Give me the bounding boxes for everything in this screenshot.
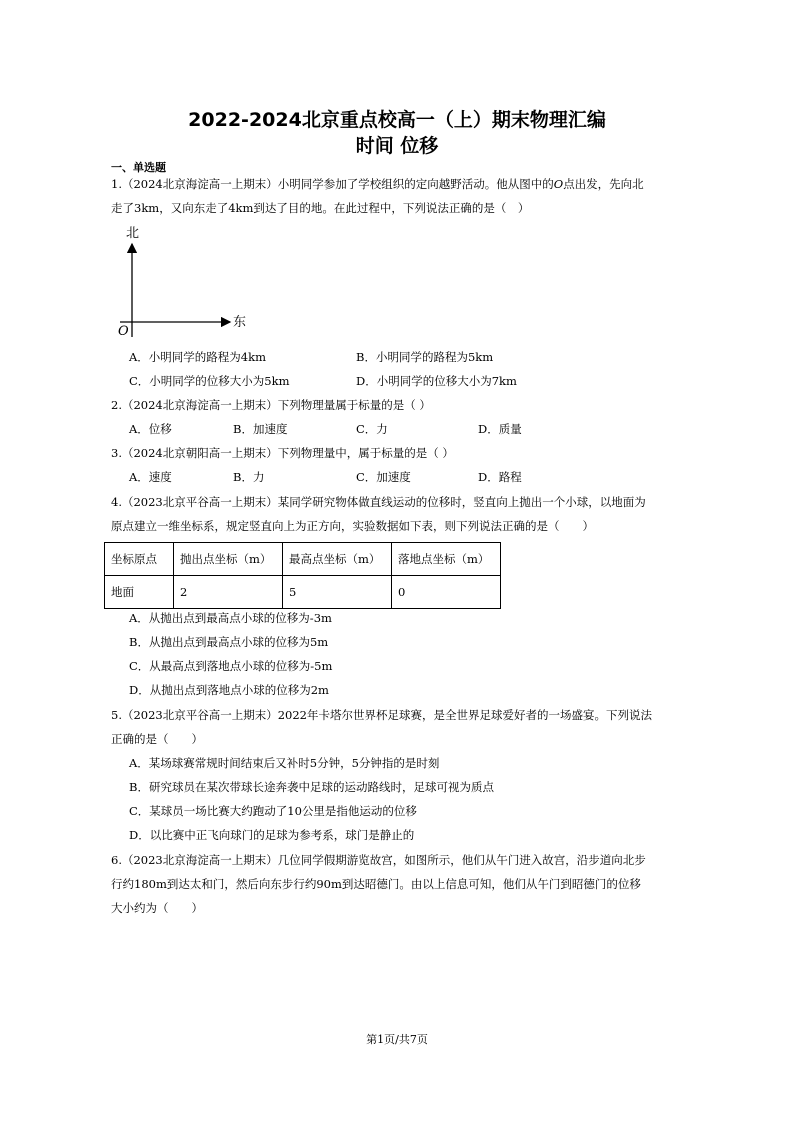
- table-cell: 0: [392, 576, 501, 609]
- q1-option-b[interactable]: B．小明同学的路程为5km: [356, 350, 494, 364]
- q3-option-a[interactable]: A．速度: [129, 470, 172, 484]
- table-header-cell: 坐标原点: [105, 543, 174, 576]
- page-subtitle: 时间 位移: [355, 135, 439, 157]
- table-cell: 5: [283, 576, 392, 609]
- table-header-cell: 最高点坐标（m）: [283, 543, 392, 576]
- q3-option-d[interactable]: D．路程: [478, 470, 522, 484]
- east-label: 东: [233, 315, 247, 330]
- section-title: 一、单选题: [111, 161, 166, 174]
- q5-stem-line2: 正确的是（ ）: [111, 732, 203, 746]
- table-header-row: [105, 543, 501, 576]
- table-cell: 地面: [105, 576, 174, 609]
- q4-stem-line1: 4.（2023北京平谷高一上期末）某同学研究物体做直线运动的位移时，竖直向上抛出一个小球，以地面为: [111, 495, 646, 509]
- q2-option-d[interactable]: D．质量: [478, 422, 522, 436]
- table-cell: 2: [174, 576, 283, 609]
- origin-label: O: [118, 324, 129, 339]
- q2-option-b[interactable]: B．加速度: [233, 422, 288, 436]
- q4-option-c[interactable]: C．从最高点到落地点小球的位移为-5m: [129, 659, 333, 673]
- q5-stem-line1: 5.（2023北京平谷高一上期末）2022年卡塔尔世界杯足球赛，是全世界足球爱好者的一场盛宴。下列说法: [111, 708, 653, 722]
- q1-text-b: 点出发，先向北: [563, 177, 644, 191]
- q4-option-d[interactable]: D．从抛出点到落地点小球的位移为2m: [129, 683, 329, 697]
- page-title: 2022-2024北京重点校高一（上）期末物理汇编: [188, 109, 606, 131]
- q4-stem-line2: 原点建立一维坐标系，规定竖直向上为正方向，实验数据如下表，则下列说法正确的是（ ）: [111, 519, 594, 533]
- q1-axes-figure: [112, 222, 252, 340]
- q4-data-table: [104, 542, 501, 609]
- q3-option-b[interactable]: B．力: [233, 470, 265, 484]
- q2-option-c[interactable]: C．力: [356, 422, 388, 436]
- q1-origin-letter: O: [553, 177, 564, 191]
- q3-option-c[interactable]: C．加速度: [356, 470, 411, 484]
- q1-option-a[interactable]: A．小明同学的路程为4km: [129, 350, 266, 364]
- q5-option-d[interactable]: D．以比赛中正飞向球门的足球为参考系，球门是静止的: [129, 828, 415, 842]
- q1-text-a: 1.（2024北京海淀高一上期末）小明同学参加了学校组织的定向越野活动。他从图中的: [111, 177, 554, 191]
- table-header-cell: 抛出点坐标（m）: [174, 543, 283, 576]
- table-row: [105, 576, 501, 609]
- q3-stem: 3.（2024北京朝阳高一上期末）下列物理量中，属于标量的是（ ）: [111, 446, 454, 460]
- north-label: 北: [126, 226, 140, 241]
- q2-stem: 2.（2024北京海淀高一上期末）下列物理量属于标量的是（ ）: [111, 398, 431, 412]
- q6-stem-line2: 行约180m到达太和门，然后向东步行约90m到达昭德门。由以上信息可知，他们从午门到昭德门的位移: [111, 877, 641, 891]
- q1-stem-line2: 走了3km，又向东走了4km到达了目的地。在此过程中，下列说法正确的是（ ）: [111, 201, 530, 215]
- q1-option-d[interactable]: D．小明同学的位移大小为7km: [356, 374, 517, 388]
- q1-option-c[interactable]: C．小明同学的位移大小为5km: [129, 374, 290, 388]
- q5-option-c[interactable]: C．某球员一场比赛大约跑动了10公里是指他运动的位移: [129, 804, 417, 818]
- q5-option-b[interactable]: B．研究球员在某次带球长途奔袭中足球的运动路线时，足球可视为质点: [129, 780, 494, 794]
- table-header-cell: 落地点坐标（m）: [392, 543, 501, 576]
- q4-option-a[interactable]: A．从抛出点到最高点小球的位移为-3m: [129, 611, 332, 625]
- q2-option-a[interactable]: A．位移: [129, 422, 172, 436]
- q4-option-b[interactable]: B．从抛出点到最高点小球的位移为5m: [129, 635, 329, 649]
- q5-option-a[interactable]: A．某场球赛常规时间结束后又补时5分钟，5分钟指的是时刻: [129, 756, 440, 770]
- q6-stem-line3: 大小约为（ ）: [111, 901, 203, 915]
- page-footer: 第1页/共7页: [366, 1033, 428, 1046]
- q1-stem-line1: [111, 172, 644, 196]
- q6-stem-line1: 6.（2023北京海淀高一上期末）几位同学假期游览故宫，如图所示，他们从午门进入故宫，沿步道向北步: [111, 853, 646, 867]
